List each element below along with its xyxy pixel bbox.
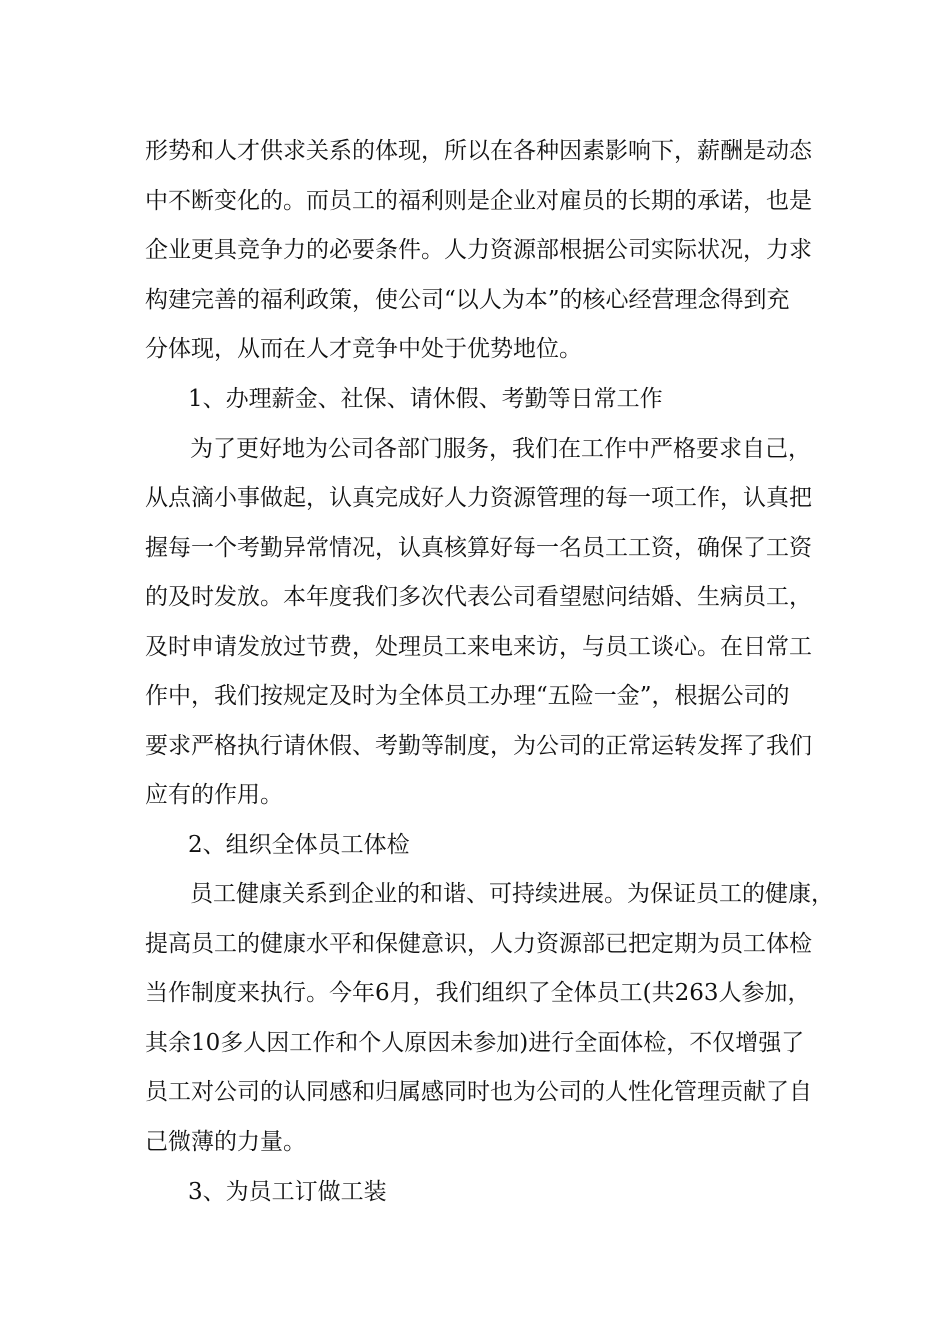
paragraph-line: 为了更好地为公司各部门服务，我们在工作中严格要求自己， [190, 436, 811, 462]
paragraph-line: 及时申请发放过节费，处理员工来电来访，与员工谈心。在日常工 [145, 634, 812, 660]
paragraph-line: 企业更具竞争力的必要条件。人力资源部根据公司实际状况，力求 [145, 237, 812, 263]
paragraph-line: 握每一个考勤异常情况，认真核算好每一名员工工资，确保了工资 [145, 535, 812, 561]
paragraph-line: 其余10多人因工作和个人原因未参加)进行全面体检，不仅增强了 [145, 1030, 805, 1056]
paragraph-line: 要求严格执行请休假、考勤等制度，为公司的正常运转发挥了我们 [145, 733, 812, 759]
paragraph-line: 构建完善的福利政策，使公司“以人为本”的核心经营理念得到充 [145, 287, 790, 313]
paragraph-line: 的及时发放。本年度我们多次代表公司看望慰问结婚、生病员工， [145, 584, 812, 610]
paragraph-line: 作中，我们按规定及时为全体员工办理“五险一金”，根据公司的 [145, 683, 790, 709]
paragraph-line: 应有的作用。 [145, 782, 283, 808]
paragraph-line: 中不断变化的。而员工的福利则是企业对雇员的长期的承诺，也是 [145, 188, 812, 214]
paragraph-line: 员工对公司的认同感和归属感同时也为公司的人性化管理贡献了自 [145, 1079, 812, 1105]
section-heading: 2、组织全体员工体检 [188, 832, 410, 858]
paragraph-line: 提高员工的健康水平和保健意识，人力资源部已把定期为员工体检 [145, 931, 812, 957]
paragraph-line: 当作制度来执行。今年6月，我们组织了全体员工(共263人参加， [145, 980, 811, 1006]
paragraph-line: 员工健康关系到企业的和谐、可持续进展。为保证员工的健康， [190, 881, 834, 907]
paragraph-line: 从点滴小事做起，认真完成好人力资源管理的每一项工作，认真把 [145, 485, 812, 511]
paragraph-line: 己微薄的力量。 [145, 1129, 306, 1155]
paragraph-line: 形势和人才供求关系的体现，所以在各种因素影响下，薪酬是动态 [145, 138, 812, 164]
section-heading: 1、办理薪金、社保、请休假、考勤等日常工作 [188, 386, 663, 412]
section-heading: 3、为员工订做工装 [188, 1179, 387, 1205]
paragraph-line: 分体现，从而在人才竞争中处于优势地位。 [145, 336, 582, 362]
